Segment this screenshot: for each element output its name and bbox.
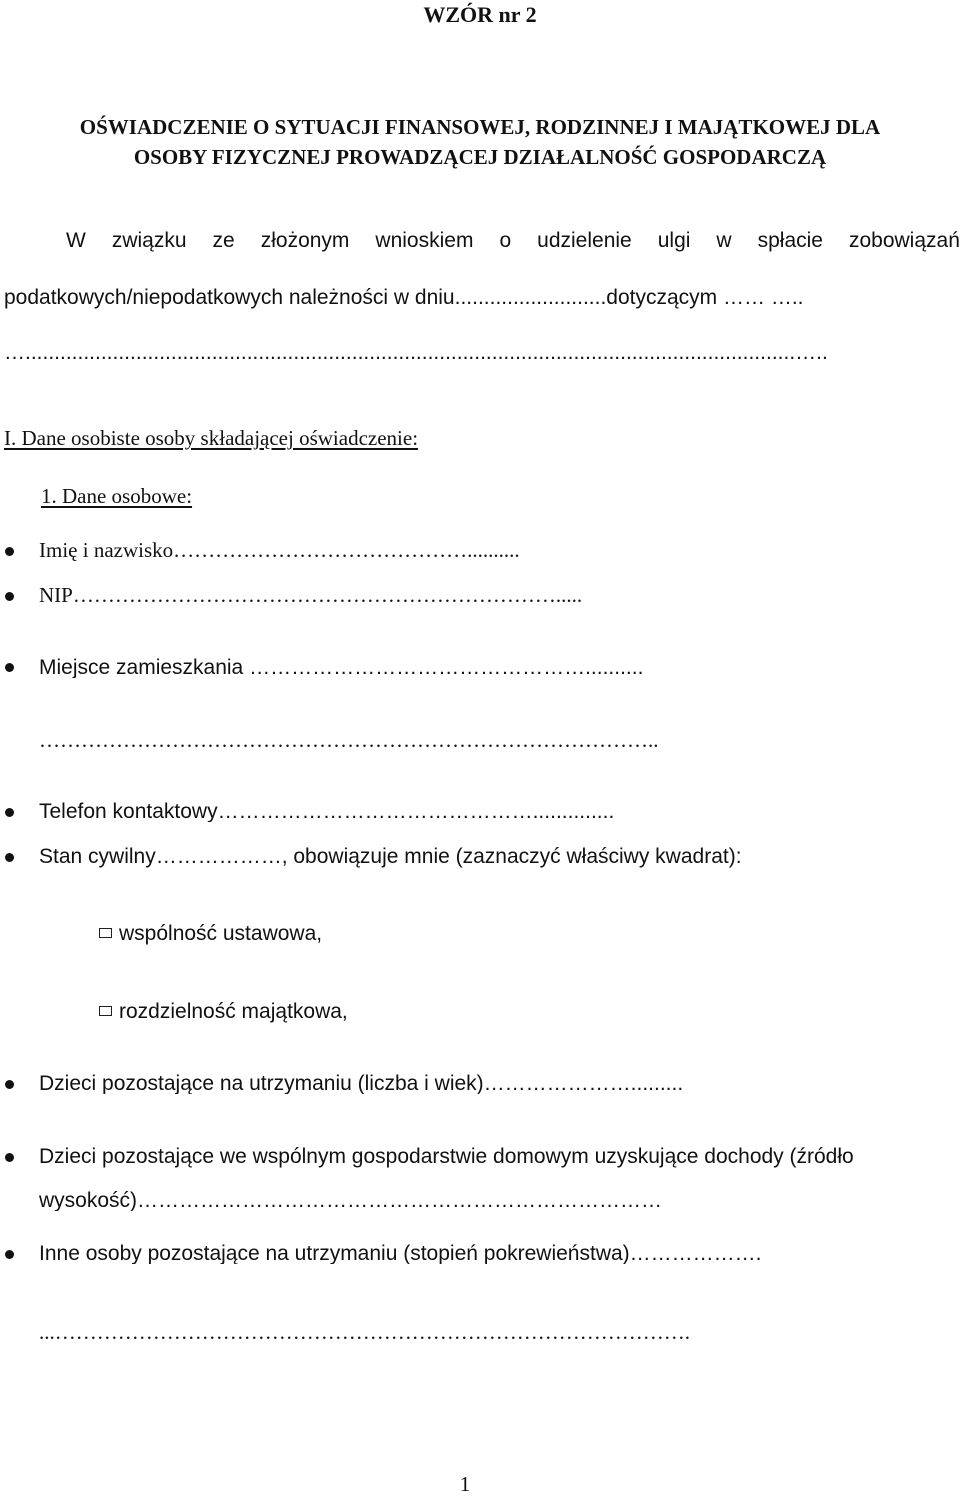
joint-property-checkbox[interactable] bbox=[99, 928, 112, 938]
document-title-line-1: OŚWIADCZENIE O SYTUACJI FINANSOWEJ, RODZINNEJ I MAJĄTKOWEJ DLA bbox=[79, 115, 881, 139]
intro-line-1 bbox=[66, 230, 960, 251]
intro-word: w bbox=[716, 229, 732, 252]
intro-word: ulgi bbox=[657, 229, 691, 252]
bullet-icon bbox=[5, 592, 14, 601]
bullet-icon bbox=[5, 1250, 14, 1259]
intro-word: W bbox=[66, 229, 86, 252]
intro-word: udzielenie bbox=[537, 229, 632, 252]
bullet-icon bbox=[5, 1080, 14, 1089]
subsection-heading: 1. Dane osobowe: bbox=[41, 484, 193, 508]
bullet-icon bbox=[5, 853, 14, 862]
pattern-label: WZÓR nr 2 bbox=[423, 2, 537, 27]
address-field-continuation[interactable]: …………………………………………………………………………….. bbox=[39, 730, 659, 751]
other-persons-field[interactable]: Inne osoby pozostające na utrzymaniu (stopień pokrewieństwa)………………. bbox=[39, 1243, 762, 1264]
children-household-field[interactable]: Dzieci pozostające we wspólnym gospodarstwie domowym uzyskujące dochody (źródło bbox=[39, 1145, 854, 1168]
bullet-icon bbox=[5, 808, 14, 817]
intro-word: związku bbox=[111, 229, 187, 252]
separate-property-label: rozdzielność majątkowa, bbox=[119, 1000, 348, 1023]
other-persons-field-continuation[interactable]: ...………………………………………………………………………………. bbox=[39, 1322, 690, 1343]
bullet-icon bbox=[5, 547, 14, 556]
intro-line-3: …....................................................................................................................................….. bbox=[4, 342, 828, 363]
document-title-line-2: OSOBY FIZYCZNEJ PROWADZĄCEJ DZIAŁALNOŚĆ GOSPODARCZĄ bbox=[133, 145, 827, 169]
children-household-field-continuation[interactable]: wysokość)………………………………………………………………… bbox=[39, 1190, 663, 1211]
intro-line-2: podatkowych/niepodatkowych należności w dniu..........................dotyczącym …… ….. bbox=[4, 286, 804, 309]
phone-field[interactable]: Telefon kontaktowy……………………………………….............. bbox=[39, 801, 615, 822]
joint-property-label: wspólność ustawowa, bbox=[119, 922, 323, 945]
separate-property-checkbox[interactable] bbox=[99, 1006, 112, 1016]
page-number: 1 bbox=[459, 1472, 471, 1496]
intro-word: ze bbox=[212, 229, 235, 252]
children-support-field[interactable]: Dzieci pozostające na utrzymaniu (liczba i wiek)…………………......... bbox=[39, 1073, 684, 1094]
intro-word: o bbox=[499, 229, 512, 252]
section-heading: I. Dane osobiste osoby składającej oświadczenie: bbox=[4, 426, 419, 450]
name-field[interactable]: Imię i nazwisko…………………………………….......... bbox=[39, 538, 520, 562]
intro-word: złożonym bbox=[260, 229, 350, 252]
address-field[interactable]: Miejsce zamieszkania ………………………………………….......... bbox=[39, 657, 644, 678]
intro-word: wnioskiem bbox=[375, 229, 474, 252]
bullet-icon bbox=[5, 1153, 14, 1162]
intro-word: zobowiązań bbox=[848, 229, 960, 252]
bullet-icon bbox=[5, 663, 14, 672]
intro-word: spłacie bbox=[757, 229, 823, 252]
nip-field[interactable]: NIP……………………………………………………………..... bbox=[39, 585, 583, 606]
marital-status-field[interactable]: Stan cywilny………………, obowiązuje mnie (zaznaczyć właściwy kwadrat): bbox=[39, 845, 742, 868]
